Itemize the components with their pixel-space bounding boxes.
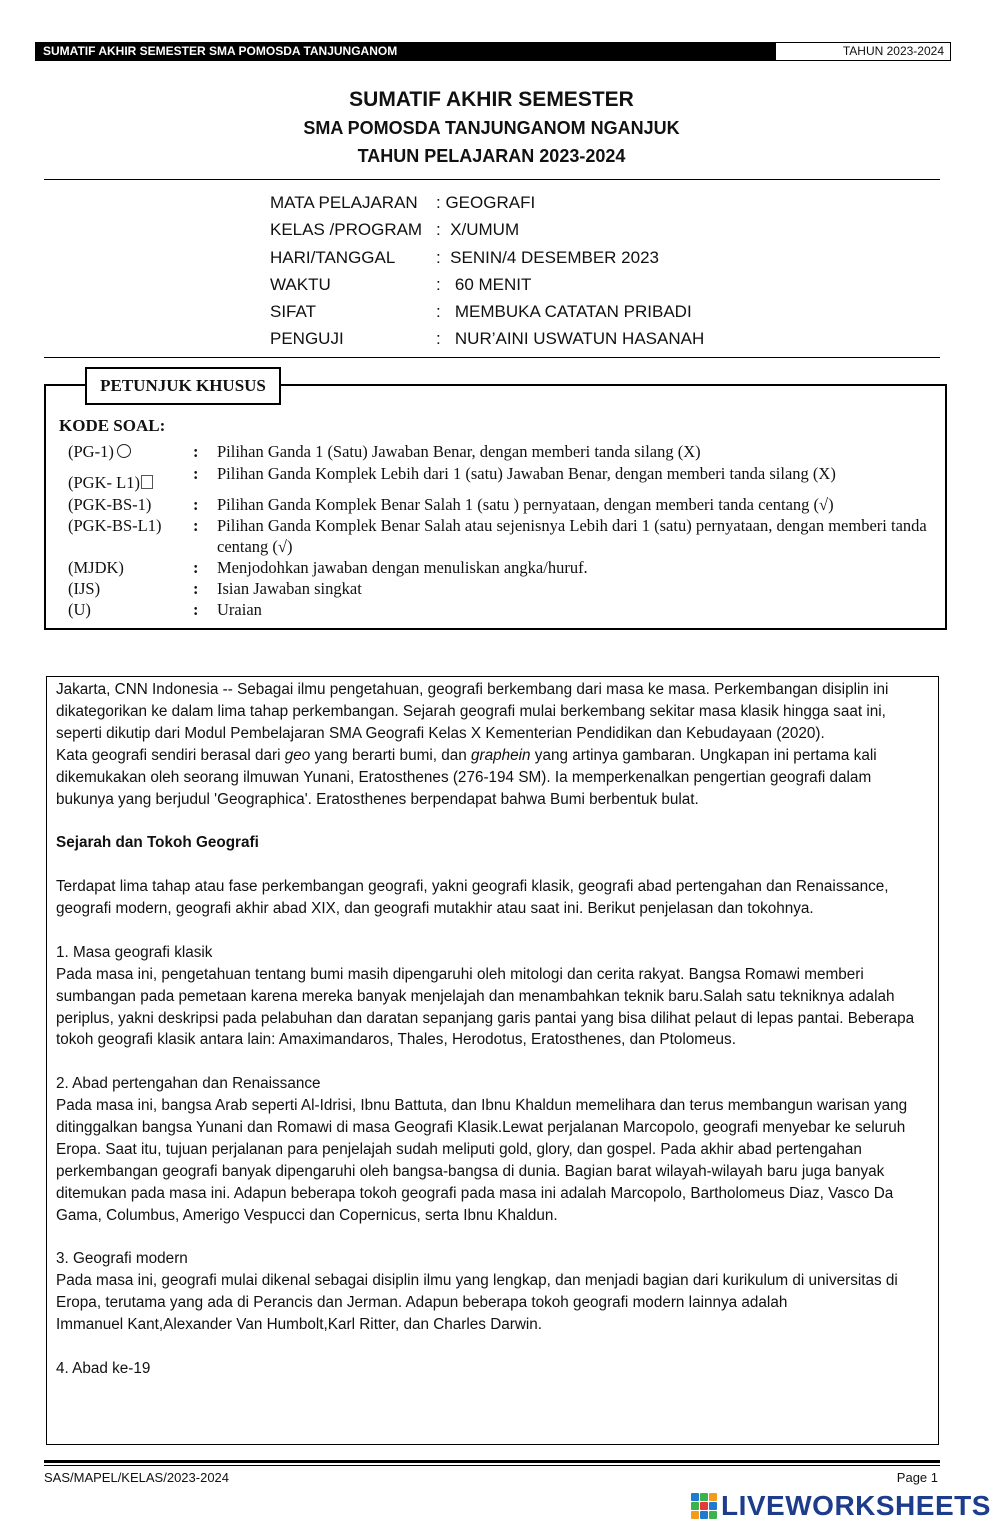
text-run: yang artinya gambaran. Ungkapan ini pertama kali dikemukakan oleh seorang ilmuwan Yunani, Eratosthenes (276-194 SM). Ia memperkenalkan pengertian geografi dalam bukunya yang berjudul 'Geographica'. Eratosthenes berpendapat bahwa Bumi berbentuk bulat. [56,746,877,808]
colon: : [193,516,199,535]
code-description: Pilihan Ganda 1 (Satu) Jawaban Benar, dengan memberi tanda silang (X) [217,442,701,461]
icon-cell [709,1493,717,1501]
code-description: Uraian [217,600,262,619]
colon: : [193,558,199,577]
info-label: MATA PELAJARAN [270,193,418,212]
footer-code: SAS/MAPEL/KELAS/2023-2024 [44,1470,230,1485]
code-description: Pilihan Ganda Komplek Benar Salah atau sejenisnya Lebih dari 1 (satu) pernyataan, dengan memberi tanda centang (√) [217,516,927,556]
info-value: : MEMBUKA CATATAN PRIBADI [436,302,692,322]
info-row-class [270,216,704,243]
list-item [68,557,938,578]
icon-cell [691,1502,699,1510]
colon: : [193,495,199,514]
info-row-examiner [270,325,704,352]
info-row-nature [270,298,704,325]
banner-year: TAHUN 2023-2024 [775,42,951,61]
colon: : [193,579,199,598]
italic-term: geo [284,746,311,764]
list-item [68,515,938,557]
icon-cell [700,1502,708,1510]
passage-paragraph: Pada masa ini, bangsa Arab seperti Al-Idrisi, Ibnu Battuta, dan Ibnu Khaldun memelihara dan terus membangun warisan yang ditinggalkan bangsa Yunani dan Romawi di masa Geografi Klasik.Lewat perjalanan Marcopolo, geografi menyebar ke seluruh Eropa. Saat itu, tujuan perjalanan para penjelajah sudah meliputi gold, glory, dan gospel. Pada akhir abad pertengahan perkembangan geografi banyak dipengaruhi oleh bangsa-bangsa di dunia. Bagian barat wilayah-wilayah baru juga banyak ditemukan pada masa ini. Adapun beberapa tokoh geografi pada masa ini adalah Marcopolo, Bartholomeus Diaz, Vasco Da Gama, Columbus, Amerigo Vespucci dan Copernicus, serta Ibnu Khaldun. [56,1097,908,1224]
icon-cell [691,1493,699,1501]
academic-year: TAHUN PELAJARAN 2023-2024 [357,146,626,166]
page-number: Page 1 [896,1470,938,1485]
code-label: (PGK- L1) [68,473,140,492]
passage-paragraph: Pada masa ini, geografi mulai dikenal sebagai disiplin ilmu yang lengkap, dan menjadi bagian dari kurikulum di universitas di Eropa, terutama yang ada di Perancis dan Jerman. Adapun beberapa tokoh geografi modern lainnya adalah [56,1272,898,1312]
circle-icon [117,444,131,458]
section-title: 3. Geografi modern [56,1250,188,1268]
info-row-subject [270,189,704,216]
top-banner [35,42,951,61]
info-value: : X/UMUM [436,220,520,240]
footer-rule [44,1460,940,1463]
code-label: (MJDK) [68,558,124,577]
passage-paragraph: Pada masa ini, pengetahuan tentang bumi masih dipengaruhi oleh mitologi dan cerita rakyat. Bangsa Romawi memberi sumbangan pada pemetaan karena mereka banyak menjelajah dan menambahkan teknik baru.Salah satu tekniknya adalah periplus, yakni deskripsi pada pelabuhan dan daratan sepanjang garis pantai yang bisa dilihat pelaut di lepas pantai. Beberapa tokoh geografi klasik antara lain: Amaximandaros, Thales, Herodotus, Eratosthenes, dan Ptolomeus. [56,965,915,1049]
school-name: SMA POMOSDA TANJUNGANOM NGANJUK [303,118,680,138]
italic-term: graphein [471,746,531,764]
icon-cell [700,1493,708,1501]
document-title: SUMATIF AKHIR SEMESTER [349,88,634,111]
passage-heading: Sejarah dan Tokoh Geografi [56,834,259,852]
info-label: HARI/TANGGAL [270,247,396,267]
instructions-title: PETUNJUK KHUSUS [85,367,281,405]
info-label: PENGUJI [270,329,344,349]
code-description: Isian Jawaban singkat [217,579,362,598]
icon-cell [691,1511,699,1519]
checkbox-icon [141,475,153,489]
info-row-date [270,244,704,271]
banner-school-title: SUMATIF AKHIR SEMESTER SMA POMOSDA TANJUNGANOM [35,42,775,61]
info-row-time [270,271,704,298]
list-item [68,599,938,620]
exam-info-table [270,189,704,353]
colon: : [193,442,199,461]
colon: : [193,464,199,483]
icon-cell [709,1511,717,1519]
footer-rule-thin [44,1465,940,1466]
info-label: WAKTU [270,274,331,294]
document-title-block [0,86,983,170]
passage-paragraph: Immanuel Kant,Alexander Van Humbolt,Karl Ritter, dan Charles Darwin. [56,1316,543,1334]
info-label: SIFAT [270,302,316,322]
divider-bottom [44,357,940,358]
reading-passage [46,676,939,1445]
icon-cell [700,1511,708,1519]
code-label: (PGK-BS-L1) [68,516,162,535]
info-value: : GEOGRAFI [436,193,536,212]
info-label: KELAS /PROGRAM [270,220,423,240]
code-description: Pilihan Ganda Komplek Lebih dari 1 (satu) Jawaban Benar, dengan memberi tanda silang (X) [217,464,836,483]
list-item [68,463,938,493]
code-label: (PG-1) [68,442,114,461]
code-description: Menjodohkan jawaban dengan menuliskan angka/huruf. [217,558,588,577]
passage-paragraph [56,745,928,811]
list-item [68,578,938,599]
passage-paragraph: Terdapat lima tahap atau fase perkembangan geografi, yakni geografi klasik, geografi abad pertengahan dan Renaissance, geografi modern, geografi akhir abad XIX, dan geografi mutakhir atau saat ini. Berikut penjelasan dan tokohnya. [56,878,889,918]
liveworksheets-logo[interactable] [691,1490,991,1522]
question-code-label: KODE SOAL: [59,416,166,435]
list-item [68,494,938,515]
divider-top [44,179,940,180]
code-label: (PGK-BS-1) [68,495,152,514]
code-label: (U) [68,600,91,619]
code-label: (IJS) [68,579,101,598]
passage-paragraph: Jakarta, CNN Indonesia -- Sebagai ilmu pengetahuan, geografi berkembang dari masa ke masa. Perkembangan disiplin ini dikategorikan ke dalam lima tahap perkembangan. Sejarah geografi mulai berkembang sekitar masa klasik hingga saat ini, seperti dikutip dari Modul Pembelajaran SMA Geografi Kelas X Kementerian Pendidikan dan Kebudayaan (2020). [56,681,889,742]
info-value: : SENIN/4 DESEMBER 2023 [436,247,659,267]
section-title: 2. Abad pertengahan dan Renaissance [56,1075,321,1093]
text-run: Kata geografi sendiri berasal dari [56,746,285,764]
liveworksheets-icon [691,1493,717,1519]
section-title: 1. Masa geografi klasik [56,943,213,961]
info-value: : 60 MENIT [436,274,532,294]
list-item [68,441,938,462]
text-run: yang berarti bumi, dan [310,746,471,764]
section-title: 4. Abad ke-19 [56,1360,151,1377]
icon-cell [709,1502,717,1510]
brand-name: LIVEWORKSHEETS [721,1490,991,1521]
info-value: : NUR’AINI USWATUN HASANAH [436,329,705,349]
code-description: Pilihan Ganda Komplek Benar Salah 1 (satu ) pernyataan, dengan memberi tanda centang (√) [217,495,834,514]
colon: : [193,600,199,619]
question-code-list [68,441,938,620]
